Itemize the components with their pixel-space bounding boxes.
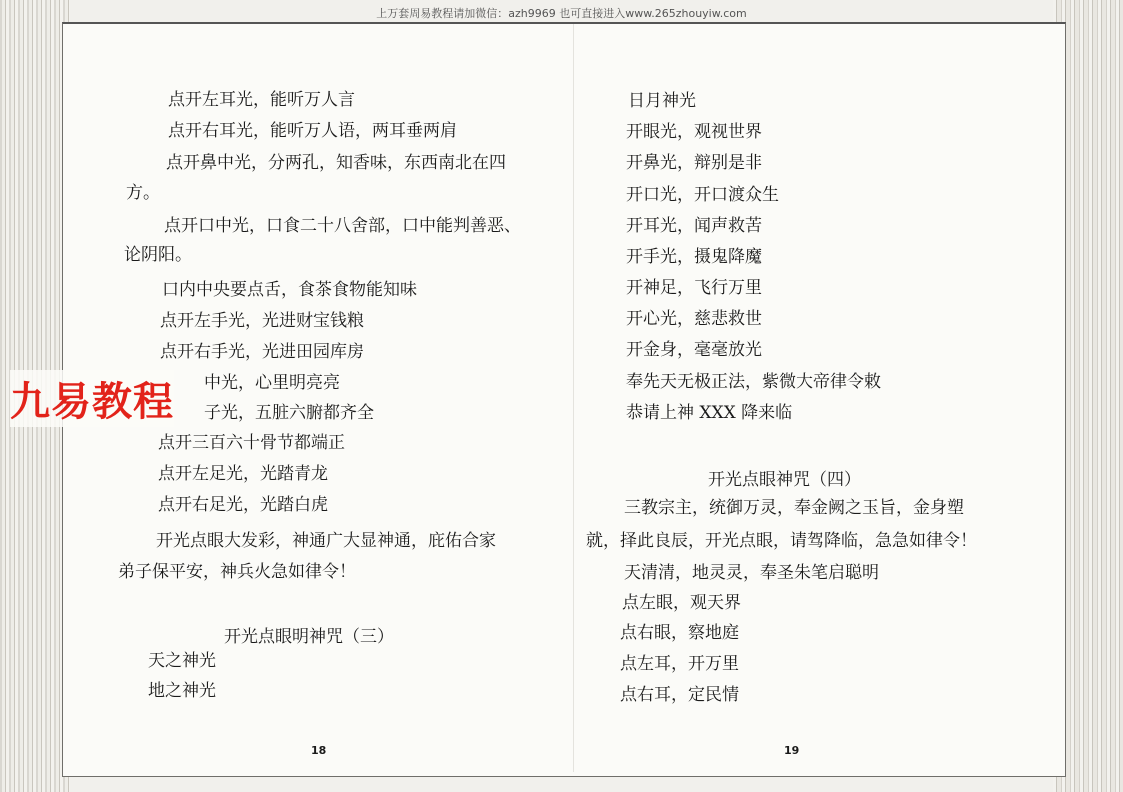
text-line: 开鼻光，辩别是非 (626, 153, 762, 173)
text-line: 点开右手光，光进田园库房 (160, 342, 364, 362)
page-gutter (573, 24, 574, 772)
text-line: 点开左手光，光进财宝钱粮 (160, 311, 364, 331)
page-number: 18 (311, 744, 327, 757)
text-line: 点左眼，观天界 (622, 593, 741, 613)
text-line: 点开右耳光，能听万人语，两耳垂两肩 (168, 121, 457, 141)
text-line: 弟子保平安，神兵火急如律令！ (118, 562, 356, 582)
text-line: 恭请上神 XXX 降来临 (626, 403, 793, 423)
text-line: 论阴阳。 (124, 245, 192, 265)
text-line: 中光，心里明亮亮 (204, 373, 340, 393)
text-line: 天之神光 (148, 651, 216, 671)
top-note: 上万套周易教程请加微信：azh9969 也可直接进入www.265zhouyiw.com (376, 7, 747, 20)
text-line: 口内中央要点舌，食茶食物能知味 (162, 280, 417, 300)
text-line: 点开鼻中光，分两孔，知香味，东西南北在四 (166, 153, 506, 173)
page-number: 19 (784, 744, 800, 757)
text-line: 开心光，慈悲救世 (626, 309, 762, 329)
text-line: 三教宗主，统御万灵，奉金阙之玉旨，金身塑 (624, 498, 964, 518)
text-line: 开耳光，闻声救苦 (626, 216, 762, 236)
text-line: 子光，五脏六腑都齐全 (204, 403, 374, 423)
section-heading: 开光点眼神咒（四） (708, 470, 861, 490)
text-line: 地之神光 (148, 681, 216, 701)
watermark-logo: 九易教程 (10, 370, 174, 427)
text-line: 开眼光，观视世界 (626, 122, 762, 142)
text-line: 就，择此良辰，开光点眼，请驾降临，急急如律令！ (586, 531, 977, 551)
text-line: 点右眼，察地庭 (620, 623, 739, 643)
text-line: 开口光，开口渡众生 (626, 185, 779, 205)
text-line: 点右耳，定民情 (620, 685, 739, 705)
text-line: 点开三百六十骨节都端正 (158, 433, 345, 453)
text-line: 点左耳，开万里 (620, 654, 739, 674)
text-line: 开神足，飞行万里 (626, 278, 762, 298)
text-line: 天清清，地灵灵，奉圣朱笔启聪明 (624, 563, 879, 583)
text-line: 开手光，摄鬼降魔 (626, 247, 762, 267)
text-line: 开金身，毫毫放光 (626, 340, 762, 360)
text-line: 点开左足光，光踏青龙 (158, 464, 328, 484)
section-heading: 开光点眼明神咒（三） (224, 627, 394, 647)
text-line: 奉先天无极正法，紫微大帝律令敕 (626, 372, 881, 392)
text-line: 点开左耳光，能听万人言 (168, 90, 355, 110)
text-line: 点开右足光，光踏白虎 (158, 495, 328, 515)
text-line: 开光点眼大发彩，神通广大显神通，庇佑合家 (156, 531, 496, 551)
text-line: 点开口中光，口食二十八舍部，口中能判善恶、 (164, 216, 521, 236)
text-line: 日月神光 (628, 91, 696, 111)
text-line: 方。 (126, 183, 160, 203)
